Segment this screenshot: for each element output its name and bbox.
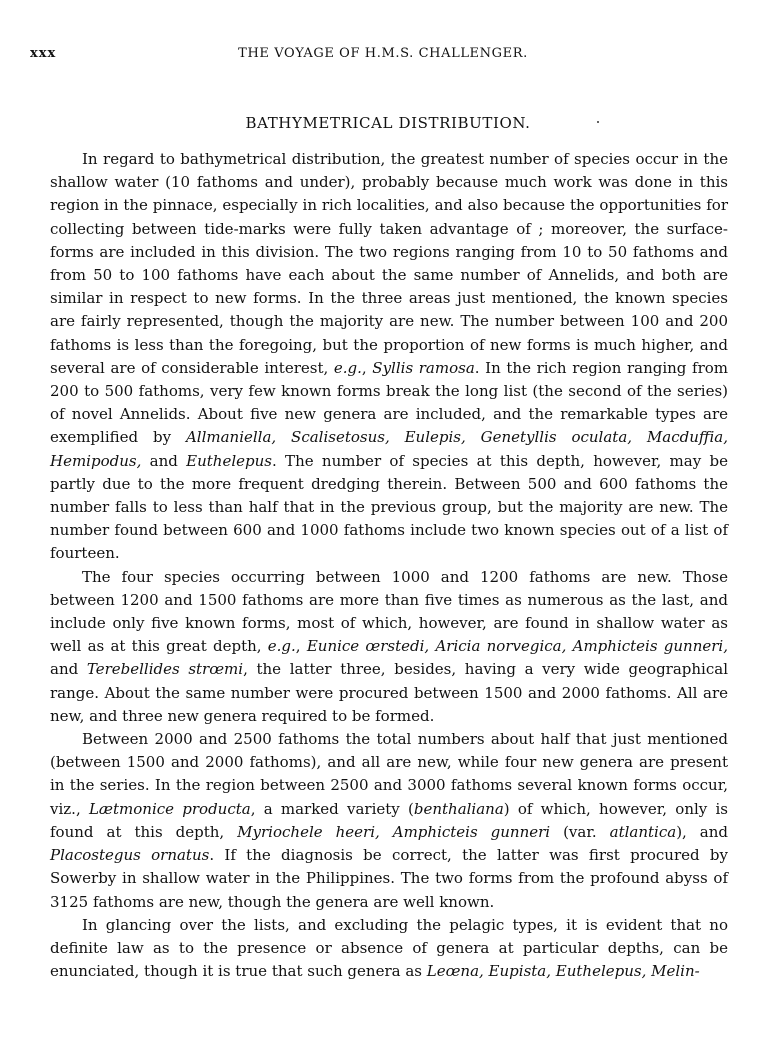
body-text (50, 148, 728, 983)
text-run: In glancing over the lists, and excluding the pelagic types, it is evident that no definite law as to the presence or absence of genera at particular depths, can be enunciated, though it is true that such genera as (50, 915, 728, 981)
section-title: BATHYMETRICAL DISTRIBUTION. (245, 114, 531, 132)
paragraph-1 (50, 148, 728, 566)
italic-run: benthaliana (413, 799, 504, 818)
text-run: (var. (550, 822, 610, 841)
italic-run: Terebellides strœmi (86, 660, 244, 679)
paragraph-3 (50, 728, 728, 914)
running-head (30, 46, 736, 70)
page-number: xxx (30, 46, 57, 61)
text-run: Between 2000 and 2500 fathoms the total numbers about half that just mentioned (between 1500 and 2000 fathoms), and all are new, while four new genera are present in the series. In the region between 2500 and 3000 fathoms several known forms occur, viz., (50, 730, 728, 818)
text-run: , (361, 358, 373, 377)
text-run: and (50, 660, 87, 679)
italic-run: Myriochele heeri, Amphicteis gunneri (237, 822, 551, 841)
italic-run: Euthelepus (186, 451, 272, 470)
journal-title: THE VOYAGE OF H.M.S. CHALLENGER. (238, 46, 528, 61)
text-run: , (295, 637, 307, 656)
italic-run: Syllis ramosa (372, 358, 475, 377)
text-run: . In the rich region ranging from 200 to 500 fathoms, very few known forms break the long list (the second of the series) of novel Annelids. About five new genera are included, and the remarkable types are exemplified by (50, 358, 729, 447)
text-run: , a marked variety ( (250, 799, 414, 818)
text-run: . The number of species at this depth, however, may be partly due to the more frequent dredging therein. Between 500 and 600 fathoms the number falls to less than half that in the previous group, but the majority are new. The number found between 600 and 1000 fathoms include two known species out of a list of fourteen. (50, 451, 728, 563)
italic-run: atlantica (609, 822, 677, 841)
text-run: In regard to bathymetrical distribution, the greatest number of species occur in the shallow water (10 fathoms and under), probably because much work was done in this region in the pinnace, especially in rich localities, and also because the opportunities for collecting between tide-marks were fully taken advantage of ; moreover, the surface-forms are included in this division. The two regions ranging from 10 to 50 fathoms and from 50 to 100 fathoms have each about the same number of Annelids, and both are similar in respect to new forms. In the three areas just mentioned, the known species are fairly represented, though the majority are new. The number between 100 and 200 fathoms is less than the foregoing, but the proportion of new forms is much higher, and several are of considerable interest, (50, 150, 728, 377)
italic-run: Placostegus ornatus (50, 846, 210, 865)
italic-run: Allmaniella, Scalisetosus, Eulepis, Genetyllis oculata, Macduffia, Hemipodus, (50, 428, 728, 470)
paragraph-4 (50, 914, 728, 984)
paragraph-2 (50, 566, 728, 728)
italic-run: Leœna, Eupista, Euthelepus, Melin- (426, 962, 700, 981)
text-run: The four species occurring between 1000 and 1200 fathoms are new. Those between 1200 and 1500 fathoms are more than five times as numerous as the last, and include only five known forms, most of which, however, are found in shallow water as well as at this great depth, (50, 567, 728, 656)
text-run: ), and (676, 822, 729, 841)
text-run: ) of which, however, only is found at this depth, (50, 799, 728, 841)
italic-run: Eunice œrstedi, Aricia norvegica, Amphicteis gunneri, (306, 637, 728, 656)
text-run: and (141, 451, 187, 470)
italic-run: e.g. (267, 637, 296, 656)
italic-run: Lætmonice producta (88, 799, 251, 818)
text-run: , the latter three, besides, having a very wide geographical range. About the same number were procured between 1500 and 2000 fathoms. All are new, and three new genera required to be formed. (50, 660, 728, 725)
italic-run: e.g. (333, 358, 362, 377)
text-run: . If the diagnosis be correct, the latter was first procured by Sowerby in shallow water in the Philippines. The two forms from the profound abyss of 3125 fathoms are new, though the genera are well known. (50, 846, 728, 911)
